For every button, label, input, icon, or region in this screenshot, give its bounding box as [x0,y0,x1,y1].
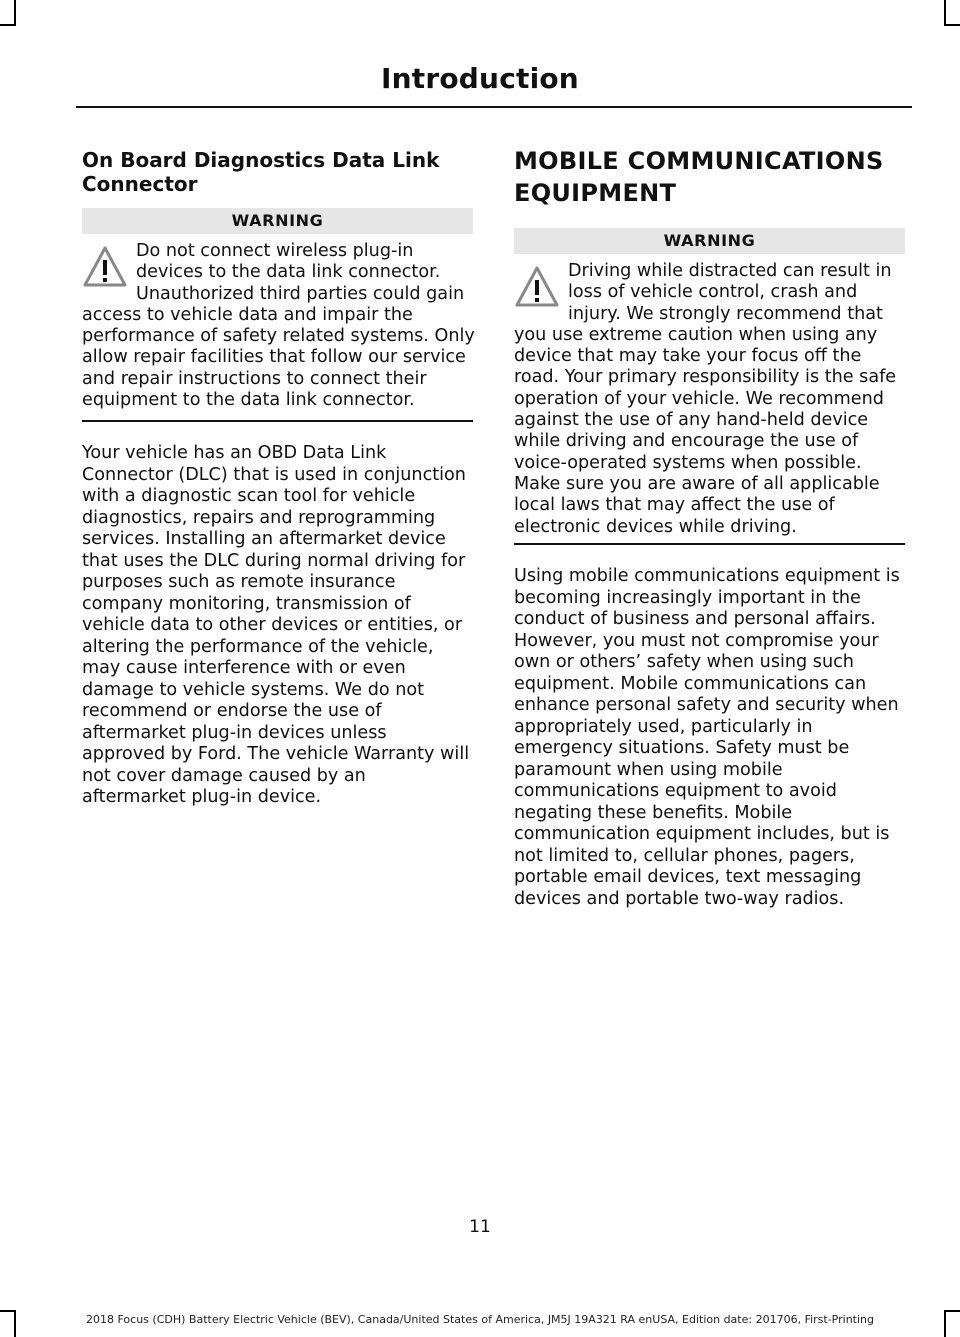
section-heading: On Board Diagnostics Data Link Connector [82,148,440,196]
body-paragraph: Using mobile communications equipment is becoming increasingly important in the conduct of business and personal affairs. However, you must not compromise your own or others’ safety when using such equipment. Mobile communications can enhance personal safety and security when appropriately used, particularly in emergency situations. Safety must be paramount when using mobile communications equipment to avoid negating these benefits. Mobile communication equipment includes, but is not limited to, cellular phones, pagers, portable email devices, text messaging devices and portable two-way radios. [514,566,900,909]
crop-mark [944,0,946,26]
crop-mark [944,1310,960,1312]
warning-text: Driving while distracted can result in loss of vehicle control, crash and injury. We strongly recommend that you use extreme caution when using any device that may take your focus off the road. Your primary responsibility is the safe operation of your vehicle. We recommend against the use of any hand-held device while driving and encourage the use of voice-operated systems when possible. Make sure you are aware of all applicable local laws that may affect the use of electronic devices while driving. [514,261,897,537]
warning-text: Do not connect wireless plug-in devices to the data link connector. Unauthorized third parties could gain access to vehicle data and impair the performance of safety related systems. Only allow repair facilities that follow our service and repair instructions to connect their equipment to the data link connector. [82,241,475,411]
header-divider [76,106,912,108]
warning-label: WARNING [514,228,905,254]
warning-end-rule [82,420,473,422]
warning-end-rule [514,543,905,545]
body-paragraph: Your vehicle has an OBD Data Link Connector (DLC) that is used in conjunction with a diagnostic scan tool for vehicle diagnostics, repairs and reprogramming services. Installing an aftermarket device that uses the DLC during normal driving for purposes such as remote insurance company monitoring, transmission of vehicle data to other devices or entities, or altering the performance of the vehicle, may cause interference with or even damage to vehicle systems. We do not recommend or endorse the use of aftermarket plug-in devices unless approved by Ford. The vehicle Warranty will not cover damage caused by an aftermarket plug-in device. [82,443,470,807]
crop-mark [0,24,16,26]
warning-label: WARNING [82,208,473,234]
page-number: 11 [469,1217,491,1237]
page-header-title: Introduction [381,62,579,95]
crop-mark [0,1310,16,1312]
warning-block [514,261,906,538]
warning-triangle-icon [82,245,128,289]
crop-mark [14,0,16,26]
warning-block [82,241,475,411]
section-heading-line2: EQUIPMENT [514,179,677,207]
crop-mark [944,24,960,26]
warning-triangle-icon [514,265,560,309]
footer-text: 2018 Focus (CDH) Battery Electric Vehicle (BEV), Canada/United States of America, JM5J 19A321 RA enUSA, Edition date: 201706, First-Printing [86,1313,874,1326]
section-heading-line1: MOBILE COMMUNICATIONS [514,147,884,175]
